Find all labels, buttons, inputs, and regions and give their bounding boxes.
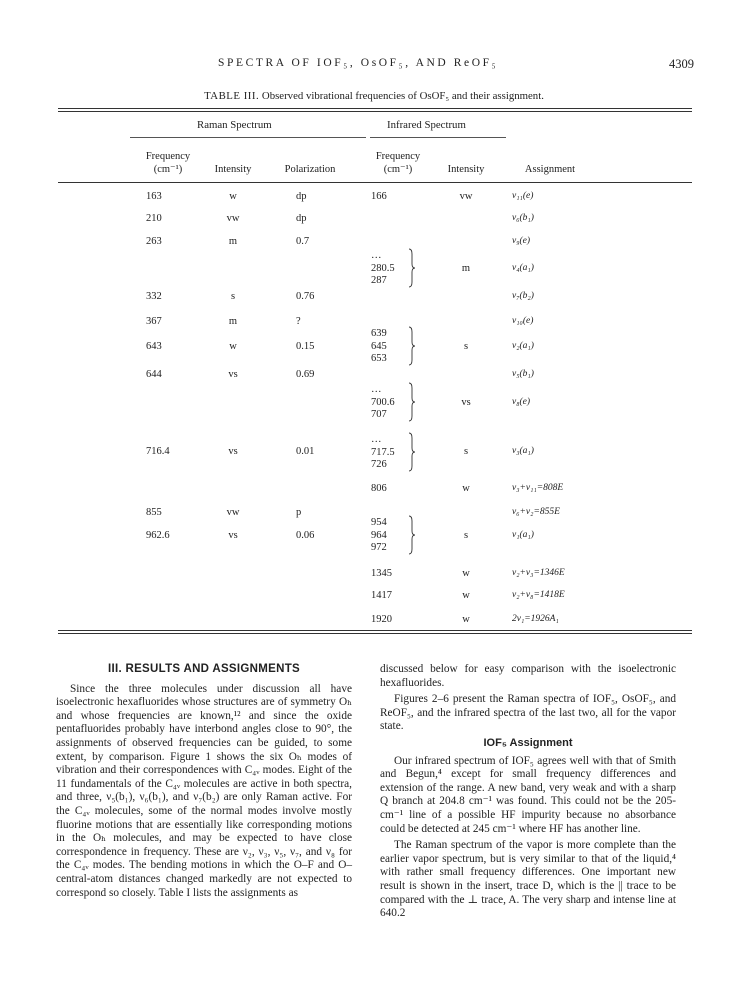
right-column: [380, 663, 676, 924]
raman-frequency-cell: 367: [146, 316, 162, 327]
ir-intensity-cell: w: [462, 568, 470, 579]
raman-group-header: Raman Spectrum: [197, 119, 272, 131]
raman-polarization-cell: dp: [296, 213, 307, 224]
raman-intensity-cell: vw: [226, 213, 240, 224]
running-title: SPECTRA OF IOF₅, OsOF₅, AND ReOF₅: [218, 57, 499, 69]
raman-frequency-cell: 644: [146, 369, 162, 380]
ir-frequency-cell: 1417: [371, 590, 392, 601]
assignment-cell: ν₄(a₁): [512, 263, 534, 273]
assignment-cell: ν₅(b₁): [512, 369, 534, 379]
raman-polarization-cell: 0.06: [296, 530, 315, 541]
left-paragraph-1: Since the three molecules under discussion all have isoelectronic hexafluorides whose structures are of symmetry Oₕ and whose frequencies are known,¹² and since the oxide pentafluorides probably have interbond angles close to 90°, the assignments of observed frequencies can be guided, to some extent, by comparison. Figure 1 shows the six Oₕ modes of vibration and their correspondences with C₄ᵥ modes. Eight of the 11 fundamentals of the C₄ᵥ molecules are active in both spectra, and three, ν₅(b₁), ν₆(b₁), and ν₇(b₂) are only Raman active. For the C₄ᵥ molecules, some of the normal modes involve mostly fluorine motions that are essentially like corresponding motions in the Oₕ molecules, and may be expected to have close correspondence in frequency. These are ν₂, ν₃, ν₅, ν₇, and ν₈ for the C₄ᵥ modes. The bending motions in which the O–F and O–central-atom distances changed markedly are not expected to correspond so closely. Table I lists the assignments as: [56, 682, 352, 899]
col-raman-frequency-line2: (cm⁻¹): [153, 164, 183, 175]
assignment-cell: 2ν₁=1926A₁: [512, 614, 559, 624]
raman-frequency-cell: 716.4: [146, 446, 170, 457]
ir-group-header: Infrared Spectrum: [387, 119, 466, 131]
running-head: [0, 57, 748, 73]
raman-polarization-cell: p: [296, 507, 302, 518]
ir-frequency-value: 964: [371, 529, 387, 541]
brace-icon: [408, 432, 416, 472]
ir-frequency-group: [371, 517, 387, 555]
ir-intensity-cell: vs: [461, 397, 471, 408]
ir-frequency-value: …: [371, 250, 382, 261]
assignment-cell: ν₁(a₁): [512, 530, 534, 540]
left-column: [56, 663, 352, 903]
ir-frequency-group: [371, 384, 395, 422]
ir-frequency-value: 717.5: [371, 446, 395, 458]
ir-frequency-value: 287: [371, 275, 387, 286]
ir-frequency-cell: 166: [371, 191, 387, 202]
col-ir-frequency-line2: (cm⁻¹): [383, 164, 413, 175]
assignment-cell: ν₃(a₁): [512, 446, 534, 456]
raman-intensity-cell: m: [228, 316, 238, 327]
ir-intensity-cell: w: [462, 590, 470, 601]
assignment-cell: ν₂+ν₈=1418E: [512, 590, 565, 600]
col-raman-polarization: Polarization: [284, 164, 336, 175]
raman-intensity-cell: w: [229, 191, 237, 202]
table-bottom-rule: [58, 630, 692, 631]
right-paragraph-4: The Raman spectrum of the vapor is more complete than the earlier vapor spectrum, but is very similar to that of the liquid,⁴ with rather small frequency differences. One important new result is shown in the insert, trace D, which is the || trace to be compared with the ⊥ trace, A. The very sharp and intense line at 640.2: [380, 839, 676, 920]
ir-frequency-value: 972: [371, 542, 387, 553]
raman-polarization-cell: 0.15: [296, 341, 315, 352]
raman-frequency-cell: 332: [146, 291, 162, 302]
ir-intensity-cell: s: [463, 341, 469, 352]
ir-intensity-cell: s: [463, 446, 469, 457]
ir-intensity-cell: s: [463, 530, 469, 541]
raman-polarization-cell: 0.76: [296, 291, 315, 302]
raman-polarization-cell: ?: [296, 316, 301, 327]
raman-intensity-cell: vs: [228, 369, 238, 380]
ir-frequency-group: [371, 328, 387, 366]
brace-icon: [408, 515, 416, 555]
assignment-cell: ν₈(e): [512, 397, 531, 407]
right-paragraph-3: Our infrared spectrum of IOF₅ agrees well with that of Smith and Begun,⁴ except for small frequency differences and extension of the range. A new band, very weak and with a sharp Q branch at 204.8 cm⁻¹ was found. This could not be the 205-cm⁻¹ line of a possible HF impurity because no absorbance could be detected at 245 cm⁻¹ where HF has another line.: [380, 754, 676, 835]
col-ir-frequency-line1: Frequency: [375, 151, 421, 162]
raman-frequency-cell: 163: [146, 191, 162, 202]
table-caption-text: Observed vibrational frequencies of OsOF₅ and their assignment.: [261, 90, 544, 102]
ir-frequency-value: 280.5: [371, 262, 395, 274]
col-raman-frequency-line1: Frequency: [145, 151, 191, 162]
raman-polarization-cell: 0.69: [296, 369, 315, 380]
section-heading: III. RESULTS AND ASSIGNMENTS: [108, 663, 300, 675]
raman-intensity-cell: m: [228, 236, 238, 247]
ir-intensity-cell: vw: [459, 191, 473, 202]
ir-frequency-group: [371, 434, 395, 472]
table-header-rule: [58, 182, 692, 183]
assignment-cell: ν₆+ν₂=855E: [512, 507, 560, 517]
assignment-cell: ν₃+ν₁₁=808E: [512, 483, 564, 493]
assignment-cell: ν₇(b₂): [512, 291, 534, 301]
brace-icon: [408, 382, 416, 422]
ir-frequency-value: …: [371, 434, 382, 445]
ir-frequency-value: 954: [371, 517, 387, 528]
col-ir-intensity: Intensity: [447, 164, 485, 175]
right-paragraph-2: Figures 2–6 present the Raman spectra of IOF₅, OsOF₅, and ReOF₅, and the infrared spectra of the last two, all for the vapor state.: [380, 693, 676, 733]
ir-frequency-value: 726: [371, 459, 387, 470]
col-raman-frequency: [138, 150, 198, 176]
table-top-rule: [58, 108, 692, 109]
assignment-cell: ν₂(a₁): [512, 341, 534, 351]
ir-intensity-cell: w: [462, 614, 470, 625]
ir-frequency-value: 707: [371, 409, 387, 420]
raman-polarization-cell: 0.7: [296, 236, 310, 247]
ir-frequency-value: 653: [371, 353, 387, 364]
col-ir-frequency: [368, 150, 428, 176]
table-top-rule-2: [58, 111, 692, 112]
assignment-cell: ν₉(e): [512, 236, 531, 246]
assignment-cell: ν₁₁(e): [512, 191, 534, 201]
raman-intensity-cell: s: [230, 291, 236, 302]
ir-frequency-cell: 1920: [371, 614, 392, 625]
brace-icon: [408, 248, 416, 288]
raman-frequency-cell: 855: [146, 507, 162, 518]
sub-heading: IOF₅ Assignment: [483, 736, 573, 749]
right-paragraph-1: discussed below for easy comparison with the isoelectronic hexafluorides.: [380, 663, 676, 689]
brace-icon: [408, 326, 416, 366]
raman-group-line: [130, 137, 366, 138]
page-number: 4309: [669, 57, 694, 71]
ir-frequency-cell: 1345: [371, 568, 392, 579]
ir-frequency-value: …: [371, 384, 382, 395]
assignment-cell: ν₆(b₁): [512, 213, 534, 223]
ir-frequency-group: [371, 250, 395, 288]
assignment-cell: ν₁₀(e): [512, 316, 534, 326]
raman-polarization-cell: 0.01: [296, 446, 315, 457]
ir-group-line: [370, 137, 506, 138]
ir-frequency-value: 700.6: [371, 396, 395, 408]
raman-intensity-cell: vs: [228, 446, 238, 457]
table-caption-label: TABLE III.: [204, 90, 260, 102]
ir-intensity-cell: m: [461, 263, 471, 274]
table-bottom-rule-2: [58, 633, 692, 634]
raman-polarization-cell: dp: [296, 191, 307, 202]
raman-intensity-cell: vs: [228, 530, 238, 541]
ir-frequency-cell: 806: [371, 483, 387, 494]
raman-frequency-cell: 962.6: [146, 530, 170, 541]
raman-intensity-cell: vw: [226, 507, 240, 518]
col-raman-intensity: Intensity: [214, 164, 252, 175]
ir-intensity-cell: w: [462, 483, 470, 494]
col-assignment: Assignment: [524, 164, 576, 175]
table-caption: [0, 90, 748, 102]
ir-frequency-value: 645: [371, 340, 387, 352]
raman-frequency-cell: 210: [146, 213, 162, 224]
ir-frequency-value: 639: [371, 328, 387, 339]
raman-frequency-cell: 643: [146, 341, 162, 352]
assignment-cell: ν₂+ν₃=1346E: [512, 568, 565, 578]
raman-frequency-cell: 263: [146, 236, 162, 247]
raman-intensity-cell: w: [229, 341, 237, 352]
